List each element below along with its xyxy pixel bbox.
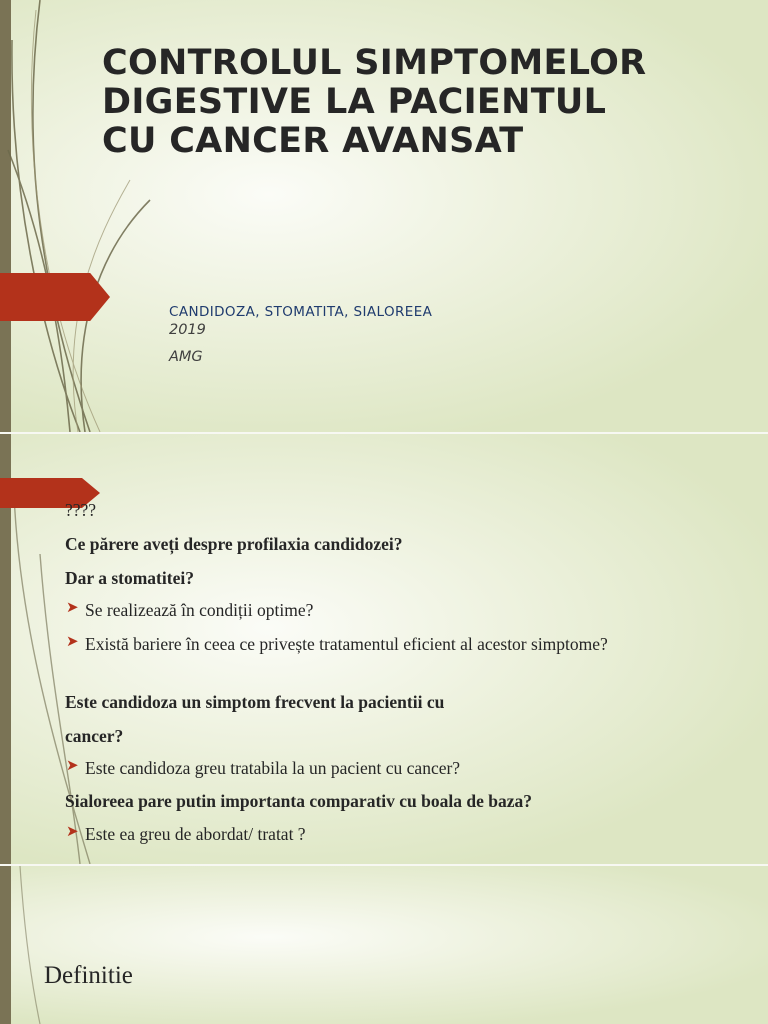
- list-item: Sialoreea pare putin importanta comparativ cu boala de baza?: [65, 791, 532, 811]
- chevron-right-icon: ➤: [66, 632, 79, 650]
- chevron-right-icon: ➤: [66, 756, 79, 774]
- slide-author: AMG: [169, 349, 203, 365]
- list-item: ➤ Se realizează în condiții optime?: [66, 598, 314, 620]
- accent-arrow-tab: [0, 273, 110, 321]
- list-item: ➤ Este candidoza greu tratabila la un pacient cu cancer?: [66, 756, 461, 778]
- slide-year: 2019: [169, 322, 206, 338]
- chevron-right-icon: ➤: [66, 598, 79, 616]
- list-item: ????: [65, 500, 97, 520]
- list-item: Este candidoza un simptom frecvent la pacientii cu: [65, 692, 445, 712]
- list-item: Dar a stomatitei?: [65, 568, 194, 588]
- list-item: Ce părere aveți despre profilaxia candidozei?: [65, 534, 403, 554]
- slide-title: CONTROLUL SIMPTOMELOR DIGESTIVE LA PACIENTUL CU CANCER AVANSAT: [102, 43, 647, 161]
- title-slide: [0, 0, 768, 432]
- slide-subtitle: CANDIDOZA, STOMATITA, SIALOREEA: [169, 304, 433, 320]
- list-item: ➤ Este ea greu de abordat/ tratat ?: [66, 822, 306, 844]
- slide-heading: Definitie: [44, 962, 133, 989]
- chevron-right-icon: ➤: [66, 822, 79, 840]
- questions-slide: [0, 434, 768, 864]
- decorative-swoosh: [0, 866, 120, 1024]
- list-item: cancer?: [65, 726, 124, 746]
- list-item: ➤ Există bariere în ceea ce privește tratamentul eficient al acestor simptome?: [66, 632, 608, 654]
- definition-slide: [0, 866, 768, 1024]
